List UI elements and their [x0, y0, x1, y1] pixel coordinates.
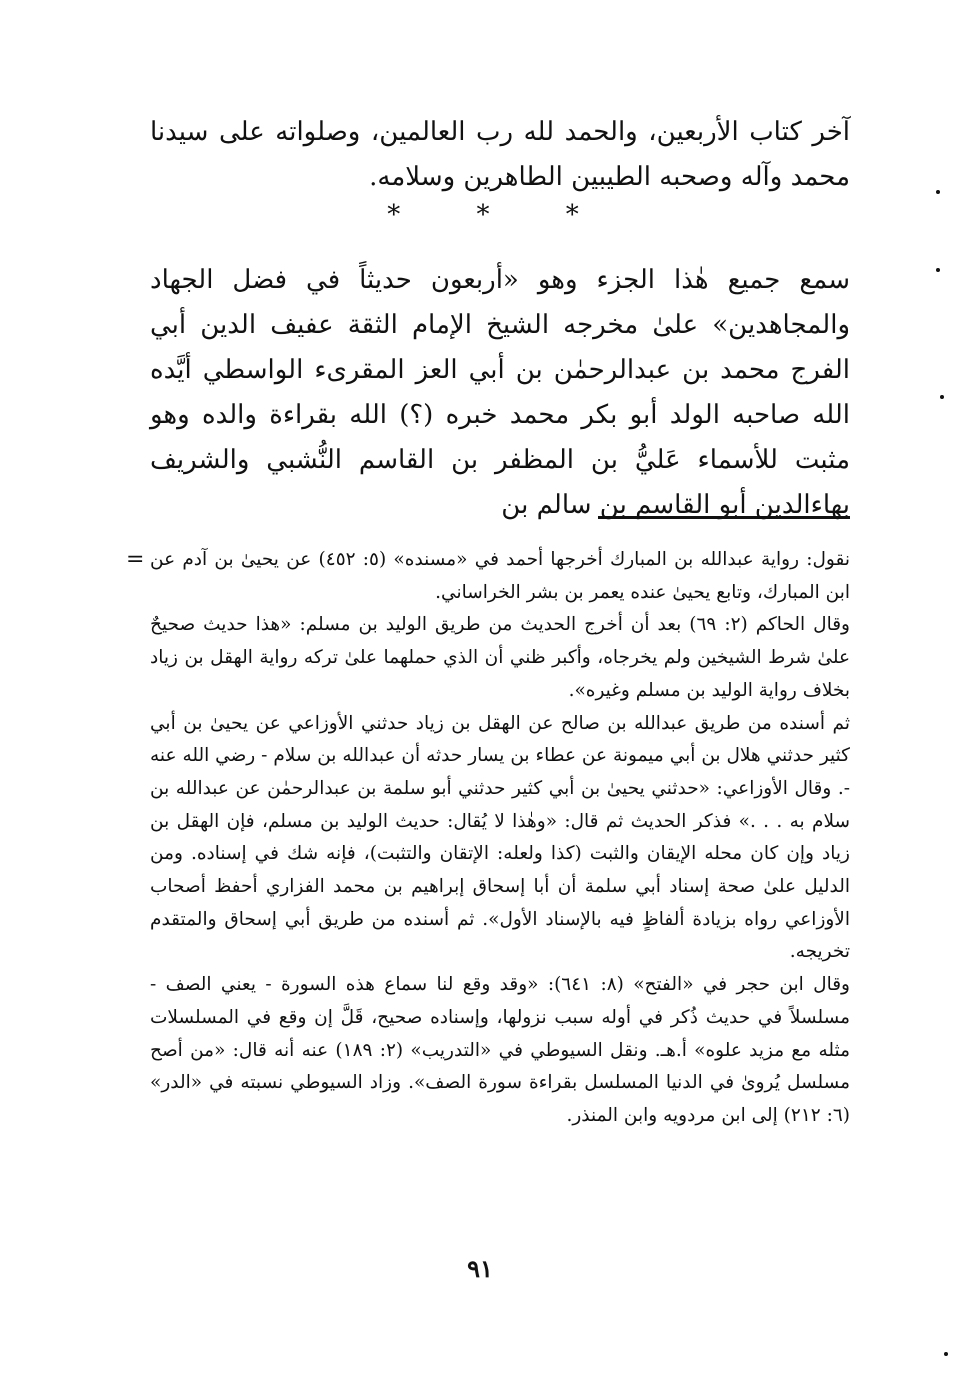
footnote-paragraph: وقال الحاكم (٢: ٦٩) بعد أن أخرج الحديث من طريق الوليد بن مسلم: «هذا حديث صحيحٌ علىٰ شرط الشيخين ولم يخرجاه، وأكبر ظني أن الذي حملهما علىٰ تركه رواية الهقل بن زياد بخلاف رواية الوليد بن مسلم وغيره». [150, 614, 850, 701]
colophon-text: سمع جميع هٰذا الجزء وهو «أربعون حديثاً في فضل الجهاد والمجاهدين» علىٰ مخرجه الشيخ الإمام الثقة عفيف الدين أبي الفرج محمد بن عبدالرحمٰن بن أبي العز المقرىء الواسطي أيَّده الله صاحبه الولد أبو بكر محمد خبره (؟) الله بقراءة والده وهو مثبت للأسماء عَليُّ بن المظفر بن القاسم النُّشبي والشريف بهاءالدين أبو القاسم بن سالم بن [150, 265, 850, 520]
footnote-paragraph: نقول: رواية عبدالله بن المبارك أخرجها أحمد في «مسنده» (٥: ٤٥٢) عن يحيىٰ بن آدم عن ابن المبارك، وتابع يحيىٰ عنده يعمر بن بشر الخراساني. [150, 549, 850, 603]
footnote-divider [598, 516, 850, 519]
footnote-paragraph: وقال ابن حجر في «الفتح» (٨: ٦٤١): «وقد وقع لنا سماع هذه السورة - يعني الصف - مسلسلاً في حديث ذُكر في أوله سبب نزولها، وإسناده صحيح، قَلَّ إن وقع في المسلسلات مثله مع مزيد علوه» أ.هـ. ونقل السيوطي في «التدريب» (٢: ١٨٩) عنه أنه قال: «من أصح مسلسل يُروىٰ في الدنيا المسلسل بقراءة سورة الصف». وزاد السيوطي نسبته في «الدر» (٦: ٢١٢) إلى ابن مردويه وابن المنذر. [150, 974, 851, 1126]
margin-speck [944, 1352, 948, 1356]
section-separator: * * * [387, 200, 613, 230]
footnote-paragraph: ثم أسنده من طريق عبدالله بن صالح عن الهقل بن زياد حدثني الأوزاعي عن يحيىٰ بن أبي كثير حدثني هلال بن أبي ميمونة عن عطاء بن يسار حدثه أن عبدالله بن سلام - رضي الله عنه -. وقال الأوزاعي: «حدثني يحيىٰ بن أبي كثير حدثني أبو سلمة بن عبدالرحمٰن عن عبدالله بن سلام به . . .» فذكر الحديث ثم قال: «وهٰذا لا يُقال: حديث الوليد بن مسلم، فإن الهقل بن زياد وإن كان محله الإيقان والثبت (كذا ولعله: الإتقان والتثبت)، فإنه شك في إسناده. ومن الدليل علىٰ صحة إسناد أبي سلمة أن أبا إسحاق إبراهيم بن محمد الفزاري أحفظ أصحاب الأوزاعي رواه بزيادة ألفاظٍ فيه بالإسناد الأول». ثم أسنده من طريق أبي إسحاق والمتقدم تخريجه. [150, 712, 850, 963]
closing-paragraph [150, 110, 850, 200]
margin-speck [936, 268, 940, 272]
page-number: ٩١ [467, 1254, 493, 1283]
margin-speck [940, 395, 944, 399]
footnotes [126, 544, 851, 1133]
colophon-paragraph [150, 258, 850, 528]
closing-text: آخر كتاب الأربعين، والحمد لله رب العالمين، وصلواته على سيدنا محمد وآله وصحبه الطيبين الطاهرين وسلامه. [150, 117, 850, 192]
footnote-continuation-mark: = [126, 547, 145, 572]
margin-speck [936, 190, 940, 194]
